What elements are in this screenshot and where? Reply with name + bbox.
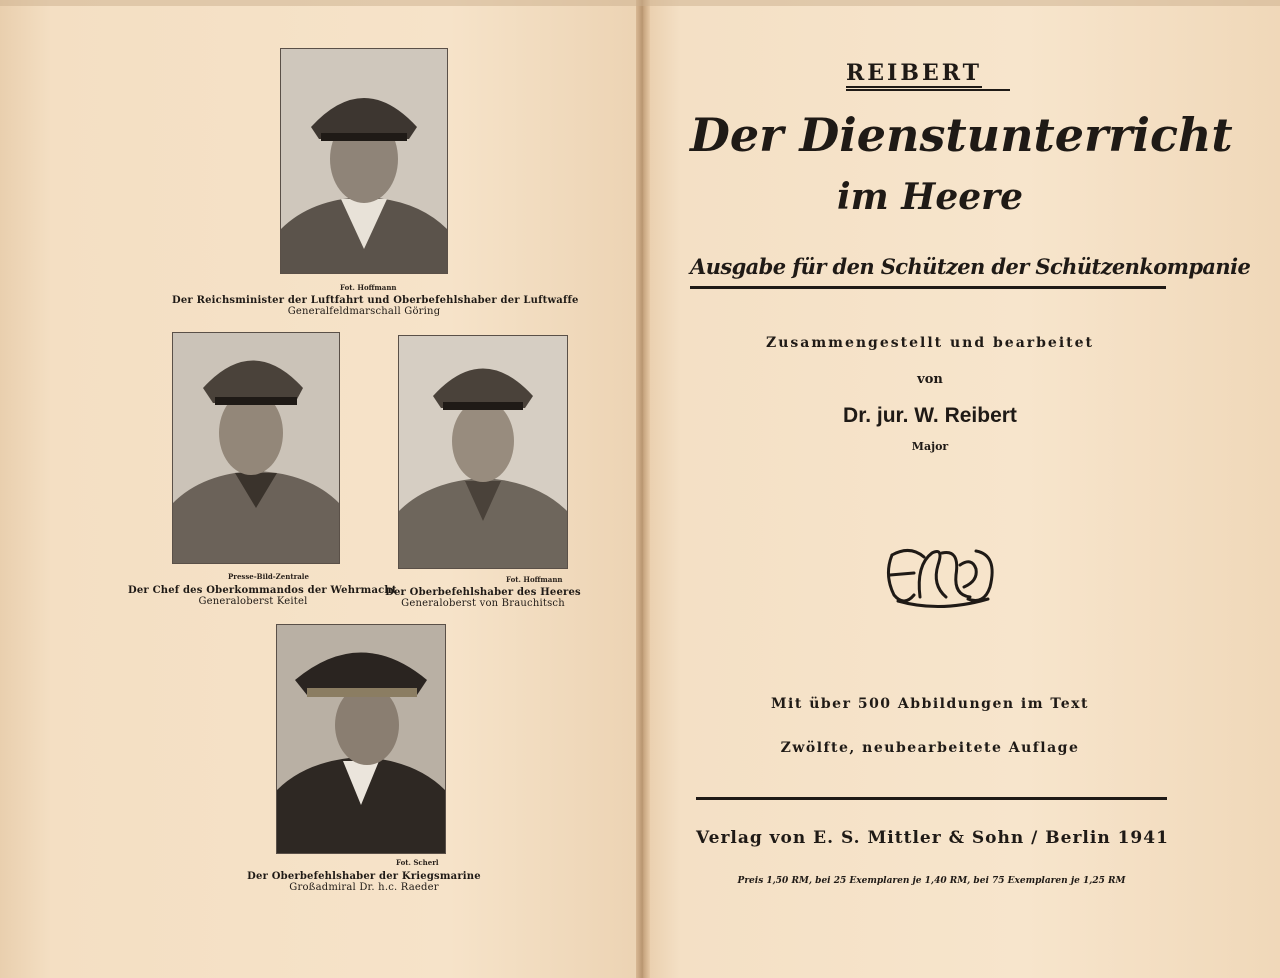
portrait-image-raeder <box>277 625 445 853</box>
photo-caption-2-title: Der Chef des Oberkommandos der Wehrmacht <box>128 585 397 596</box>
by-word: von <box>917 372 943 387</box>
book-gutter <box>636 0 650 978</box>
photo-caption-2 <box>128 585 397 607</box>
photo-caption-1-title: Der Reichsminister der Luftfahrt und Oberbefehlshaber der Luftwaffe <box>172 295 579 306</box>
compiled-by: Zusammengestellt und bearbeitet <box>765 335 1094 351</box>
photo-credit-3: Fot. Hoffmann <box>506 575 563 584</box>
photo-credit-1: Fot. Hoffmann <box>340 283 397 292</box>
photo-caption-1 <box>172 295 579 317</box>
portrait-photo-brauchitsch <box>398 335 568 569</box>
photo-caption-3 <box>376 587 590 609</box>
photo-credit-2: Presse-Bild-Zentrale <box>228 572 309 581</box>
page-top-edge <box>0 0 1280 6</box>
publisher-imprint: Verlag von E. S. Mittler & Sohn / Berlin 1941 <box>696 828 1169 848</box>
photo-caption-2-name: Generaloberst Keitel <box>198 596 308 607</box>
portrait-photo-raeder <box>276 624 446 854</box>
illustrations-note: Mit über 500 Abbildungen im Text <box>771 696 1089 712</box>
edition-note: Zwölfte, neubearbeitete Auflage <box>780 740 1080 756</box>
photo-caption-3-title: Der Oberbefehlshaber des Heeres <box>385 587 581 598</box>
author-header: REIBERT <box>846 60 982 86</box>
publisher-rule <box>696 797 1167 800</box>
portrait-image-goering <box>281 49 447 273</box>
photo-caption-3-name: Generaloberst von Brauchitsch <box>401 598 565 609</box>
portrait-image-keitel <box>173 333 339 563</box>
photo-caption-4-name: Großadmiral Dr. h.c. Raeder <box>289 882 439 893</box>
portrait-image-brauchitsch <box>399 336 567 568</box>
book-subtitle: Ausgabe für den Schützen der Schützenkompanie <box>690 254 1251 279</box>
photo-caption-4 <box>226 871 502 893</box>
author-header-rule <box>846 89 1010 91</box>
author-rank: Major <box>911 440 949 453</box>
portrait-photo-keitel <box>172 332 340 564</box>
photo-credit-4: Fot. Scherl <box>396 858 439 867</box>
photo-caption-1-name: Generalfeldmarschall Göring <box>287 306 441 317</box>
author-name: Dr. jur. W. Reibert <box>843 404 1017 427</box>
photo-caption-4-title: Der Oberbefehlshaber der Kriegsmarine <box>247 871 481 882</box>
price-note: Preis 1,50 RM, bei 25 Exemplaren je 1,40 RM, bei 75 Exemplaren je 1,25 RM <box>737 876 1126 886</box>
publisher-monogram-icon <box>880 535 1000 615</box>
subtitle-rule <box>690 286 1166 289</box>
book-title-line-1: Der Dienstunterricht <box>690 108 1233 162</box>
book-title-line-2: im Heere <box>837 176 1023 218</box>
portrait-photo-goering <box>280 48 448 274</box>
